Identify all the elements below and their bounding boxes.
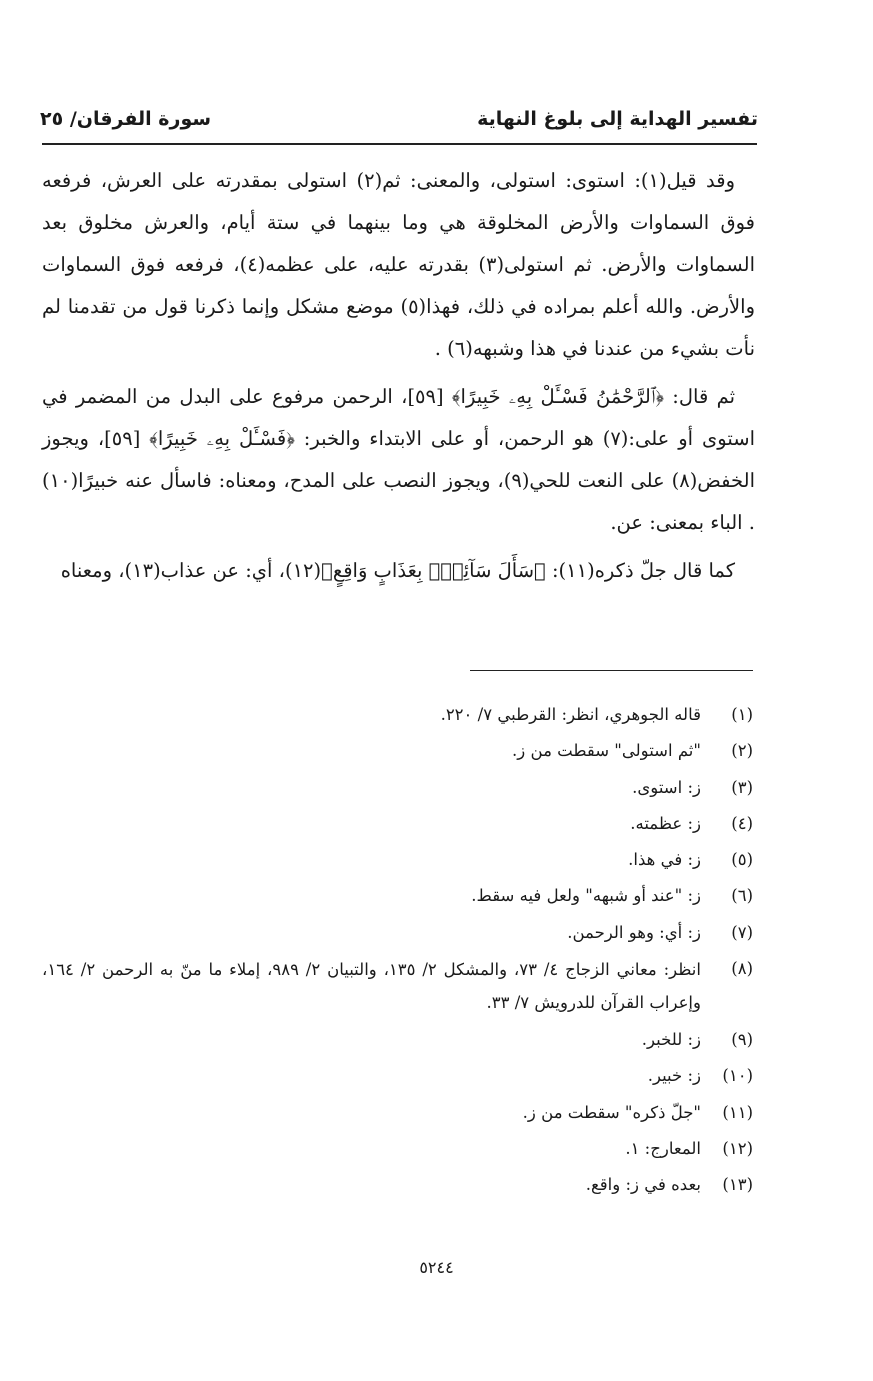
footnote-text: ز: عظمته. — [630, 813, 701, 833]
footnote-text: انظر: معاني الزجاج ٤/ ٧٣، والمشكل ٢/ ١٣٥، والتبيان ٢/ ٩٨٩، إملاء ما منّ به الرحمن ٢/ ١٦٤، وإعراب القرآن للدرويش ٧/ ٣٣. — [42, 960, 701, 1013]
footnote — [42, 951, 753, 1022]
page-number: ٥٢٤٤ — [419, 1258, 454, 1277]
paragraph: وقد قيل(١): استوى: استولى، والمعنى: ثم(٢) استولى بمقدرته على العرش، فرفعه فوق السماوات والأرض المخلوقة هي وما بينهما في ستة أيام، والعرش مخلوق بعد السماوات والأرض. ثم استولى(٣) بقدرته عليه، على عظمه(٤)، فرفعه فوق السماوات والأرض. والله أعلم بمراده في ذلك، فهذا(٥) موضع مشكل وإنما ذكرنا قول من تقدمنا لم نأت بشيء من عندنا في هذا وشبهه(٦) . — [42, 169, 756, 360]
footnote-text: ز: للخبر. — [641, 1030, 701, 1050]
footnote-number: (١١) — [722, 1102, 753, 1122]
footnote-text: ز: "عند أو شبهه" ولعل فيه سقط. — [471, 886, 701, 906]
footnote-text: ز: في هذا. — [628, 850, 701, 870]
footnote — [42, 1022, 753, 1058]
footnote-text: بعده في ز: واقع. — [585, 1175, 701, 1195]
header-rule — [42, 143, 757, 145]
footnote-number: (٥) — [731, 850, 753, 870]
book-title: تفسير الهداية إلى بلوغ النهاية — [477, 108, 758, 130]
footnote-number: (٤) — [731, 813, 753, 833]
footnote-text: المعارج: ١. — [625, 1138, 701, 1158]
footnote — [42, 733, 753, 769]
footnote — [42, 1095, 753, 1131]
footnote-number: (٢) — [731, 741, 753, 761]
footnote — [42, 1131, 753, 1167]
footnote — [42, 697, 753, 733]
surah-label: سورة الفرقان/ ٢٥ — [40, 108, 212, 130]
footnote — [42, 770, 753, 806]
footnote-number: (٦) — [731, 886, 753, 906]
footnote — [42, 1167, 753, 1203]
main-text — [42, 160, 755, 598]
footnote-number: (١٠) — [722, 1066, 753, 1086]
footnote-number: (١٣) — [722, 1175, 753, 1195]
footnote-text: ز: استوى. — [632, 777, 701, 797]
paragraph: كما قال جلّ ذكره(١١): ﴿سَأَلَ سَآئِلٌۢ بِعَذَابٍ وَاقِعٍ﴾(١٢)، أي: عن عذاب(١٣)، ومعناه — [60, 559, 735, 582]
footnote-text: "ثم استولى" سقطت من ز. — [512, 741, 701, 761]
footnote-separator — [470, 670, 753, 671]
footnote-number: (١) — [731, 705, 753, 724]
footnote-number: (٨) — [731, 959, 753, 979]
footnote-text: ز: خبير. — [647, 1066, 701, 1086]
paragraph: ثم قال: ﴿ٱلرَّحْمَٰنُ فَسْـَٔلْ بِهِۦ خَبِيرًا﴾ [٥٩]، الرحمن مرفوع على البدل من المضمر في استوى أو على:(٧) هو الرحمن، أو على الابتداء والخبر: ﴿فَسْـَٔلْ بِهِۦ خَبِيرًا﴾ [٥٩]، ويجوز الخفض(٨) على النعت للحي(٩)، ويجوز النصب على المدح، ومعناه: فاسأل عنه خبيرًا(١٠) . الباء بمعنى: عن. — [42, 385, 755, 534]
footnote-text: "جلّ ذكره" سقطت من ز. — [522, 1102, 701, 1122]
footnotes — [42, 697, 753, 1204]
footnote — [42, 915, 753, 951]
footnote-number: (٣) — [731, 777, 753, 797]
footnote-number: (١٢) — [722, 1138, 753, 1158]
footnote — [42, 878, 753, 914]
footnote-number: (٩) — [731, 1030, 753, 1050]
running-header — [40, 90, 758, 130]
footnote-text: قاله الجوهري، انظر: القرطبي ٧/ ٢٢٠. — [440, 705, 701, 724]
footnote — [42, 842, 753, 878]
footnote — [42, 806, 753, 842]
footnote — [42, 1058, 753, 1094]
footnote-text: ز: أي: وهو الرحمن. — [567, 922, 701, 942]
footnote-number: (٧) — [731, 922, 753, 942]
